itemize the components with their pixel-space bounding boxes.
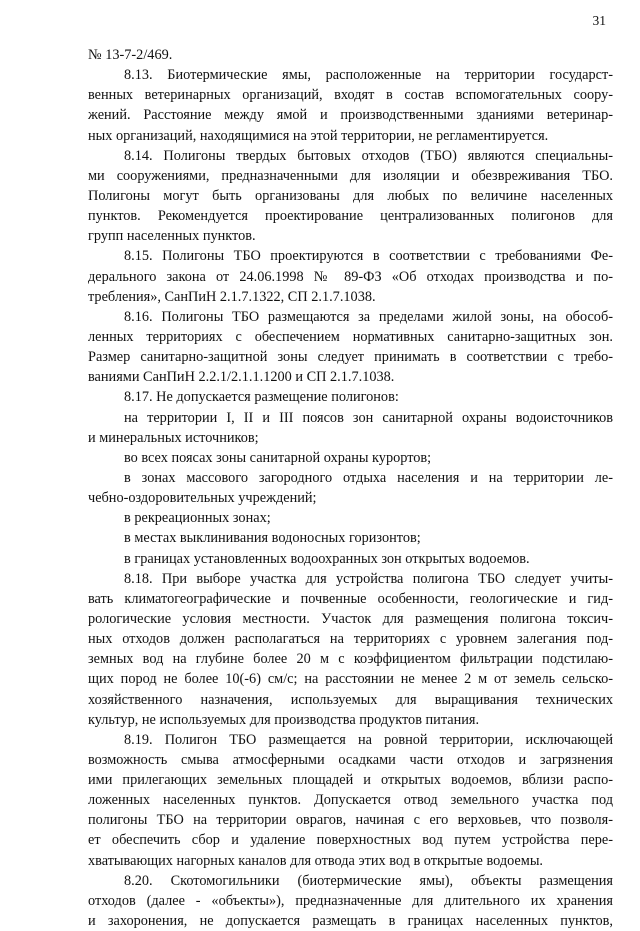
text-line: хватывающих нагорных каналов для отвода этих вод в открытые водоемы.	[88, 852, 544, 869]
text-line: ваниями СанПиН 2.2.1/2.1.1.1200 и СП 2.1.7.1038.	[88, 369, 395, 386]
text-line: земных вод на глубине более 20 м с коэффициентом фильтрации подстилаю-	[88, 651, 613, 668]
text-line: и захоронения, не допускается размещать в границах населенных пунктов,	[88, 913, 613, 930]
text-line: 8.17. Не допускается размещение полигонов:	[124, 389, 399, 406]
text-line: ими прилегающих земельных площадей и открытых водоемов, вблизи распо-	[88, 772, 613, 789]
text-line: 8.15. Полигоны ТБО проектируются в соответствии с требованиями Фе-	[124, 248, 613, 265]
text-line: чебно-оздоровительных учреждений;	[88, 490, 317, 507]
text-line: отходов (далее - «объекты»), предназначенные для длительного их хранения	[88, 892, 613, 909]
text-line: ет обеспечить сбор и удаление поверхностных вод путем устройства пере-	[88, 832, 613, 849]
text-line: 8.14. Полигоны твердых бытовых отходов (ТБО) являются специальны-	[124, 147, 613, 164]
text-line: 8.18. При выборе участка для устройства полигона ТБО следует учиты-	[124, 570, 613, 587]
text-line: групп населенных пунктов.	[88, 228, 256, 245]
text-line: ложенных населенных пунктов. Допускается отвод земельного участка под	[88, 792, 613, 809]
text-line: в границах установленных водоохранных зон открытых водоемов.	[124, 550, 530, 567]
text-line: возможность смыва атмосферными осадками части отходов и загрязнения	[88, 751, 613, 768]
text-line: 8.13. Биотермические ямы, расположенные на территории государст-	[124, 67, 613, 84]
text-line: во всех поясах зоны санитарной охраны курортов;	[124, 449, 432, 466]
text-line: ных организаций, находящимися на этой территории, не регламентируется.	[88, 127, 549, 144]
text-line: вать климатогеографические и почвенные особенности, геологические и гид-	[88, 590, 613, 607]
text-line: рологические условия местности. Участок для размещения полигона токсич-	[88, 610, 613, 627]
text-line: в местах выклинивания водоносных горизонтов;	[124, 530, 421, 547]
page-number: 31	[592, 13, 606, 28]
text-line: жений. Расстояние между ямой и производственными зданиями ветеринар-	[88, 107, 613, 124]
text-line: № 13-7-2/469.	[88, 47, 173, 63]
text-line: полигоны ТБО на территории оврагов, начиная с его верховьев, что позволя-	[88, 812, 613, 829]
text-line: пунктов. Рекомендуется проектирование централизованных полигонов для	[88, 208, 613, 225]
text-line: дерального закона от 24.06.1998 № 89-ФЗ «Об отходах производства и по-	[88, 268, 613, 285]
text-line: требления», СанПиН 2.1.7.1322, СП 2.1.7.1038.	[88, 288, 376, 305]
text-line: 8.19. Полигон ТБО размещается на ровной территории, исключающей	[124, 731, 613, 748]
text-line: в зонах массового загородного отдыха населения и на территории ле-	[124, 469, 613, 486]
text-line: Полигоны могут быть организованы для любых по величине населенных	[88, 187, 613, 204]
text-line: щих пород не более 10(-6) см/с; на расстоянии не менее 2 м от земель сельско-	[88, 671, 613, 688]
text-line: ленных территориях с обеспечением нормативных санитарно-защитных зон.	[88, 328, 613, 345]
text-line: культур, не используемых для производства продуктов питания.	[88, 711, 480, 728]
text-line: 8.20. Скотомогильники (биотермические ямы), объекты размещения	[124, 872, 613, 889]
text-line: ных отходов должен располагаться на территориях с уровнем залегания под-	[88, 631, 613, 648]
text-line: 8.16. Полигоны ТБО размещаются за пределами жилой зоны, на обособ-	[124, 308, 613, 325]
text-line: хозяйственного назначения, используемых для выращивания технических	[88, 691, 613, 708]
text-line: ми сооружениями, предназначенными для изоляции и обезвреживания ТБО.	[88, 167, 613, 184]
text-line: венных ветеринарных организаций, входят в состав вспомогательных соору-	[88, 87, 613, 104]
text-line: на территории I, II и III поясов зон санитарной охраны водоисточников	[124, 409, 613, 426]
text-line: в рекреационных зонах;	[124, 510, 271, 527]
text-line: и минеральных источников;	[88, 429, 259, 446]
text-line: Размер санитарно-защитной зоны следует принимать в соответствии с требо-	[88, 349, 613, 366]
document-text-body	[88, 45, 613, 931]
